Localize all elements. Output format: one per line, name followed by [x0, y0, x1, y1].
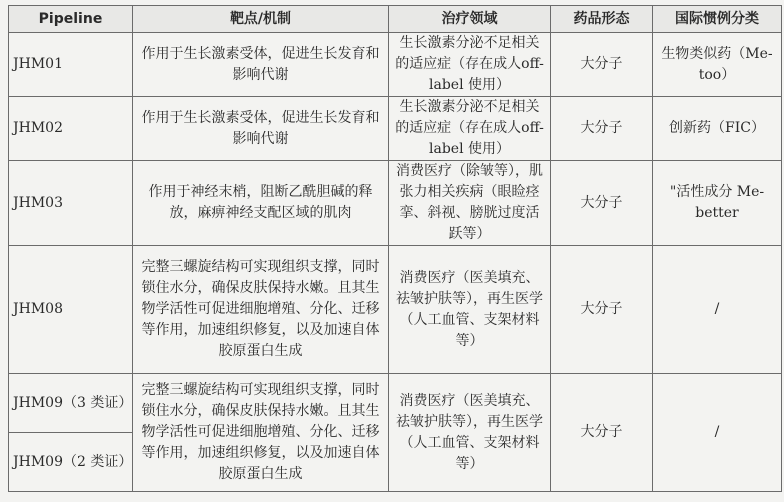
- table-row: [9, 246, 782, 374]
- cell-area: 消费医疗（除皱等），肌张力相关疾病（眼睑痉挛、斜视、膀胱过度活跃等）: [389, 161, 551, 246]
- cell-target: 作用于生长激素受体，促进生长发育和影响代谢: [133, 97, 389, 161]
- cell-pipeline: JHM01: [9, 33, 133, 97]
- cell-classification: "活性成分 Me-better: [653, 161, 782, 246]
- cell-form: 大分子: [551, 33, 653, 97]
- cell-pipeline: JHM03: [9, 161, 133, 246]
- table-row: [9, 161, 782, 246]
- header-area: 治疗领域: [389, 6, 551, 33]
- cell-form: 大分子: [551, 97, 653, 161]
- table-row: [9, 97, 782, 161]
- cell-pipeline: JHM09（2 类证）: [9, 433, 133, 492]
- cell-target: 作用于神经末梢，阻断乙酰胆碱的释放，麻痹神经支配区域的肌肉: [133, 161, 389, 246]
- pipeline-table: [8, 5, 782, 492]
- cell-form: 大分子: [551, 246, 653, 374]
- header-form: 药品形态: [551, 6, 653, 33]
- cell-classification: /: [653, 246, 782, 374]
- cell-target: 作用于生长激素受体，促进生长发育和影响代谢: [133, 33, 389, 97]
- cell-pipeline: JHM08: [9, 246, 133, 374]
- cell-area: 消费医疗（医美填充、祛皱护肤等），再生医学（人工血管、支架材料等）: [389, 374, 551, 492]
- cell-target: 完整三螺旋结构可实现组织支撑，同时锁住水分，确保皮肤保持水嫩。且其生物学活性可促进细胞增殖、分化、迁移等作用，加速组织修复，以及加速自体胶原蛋白生成: [133, 374, 389, 492]
- table-header-row: [9, 6, 782, 33]
- cell-form: 大分子: [551, 374, 653, 492]
- cell-pipeline: JHM09（3 类证）: [9, 374, 133, 433]
- header-pipeline: Pipeline: [9, 6, 133, 33]
- cell-classification: 生物类似药（Me-too）: [653, 33, 782, 97]
- cell-area: 生长激素分泌不足相关的适应症（存在成人off-label 使用）: [389, 33, 551, 97]
- cell-target: 完整三螺旋结构可实现组织支撑，同时锁住水分，确保皮肤保持水嫩。且其生物学活性可促进细胞增殖、分化、迁移等作用，加速组织修复，以及加速自体胶原蛋白生成: [133, 246, 389, 374]
- cell-area: 生长激素分泌不足相关的适应症（存在成人off-label 使用）: [389, 97, 551, 161]
- table-row: [9, 33, 782, 97]
- cell-classification: 创新药（FIC）: [653, 97, 782, 161]
- cell-classification: /: [653, 374, 782, 492]
- cell-form: 大分子: [551, 161, 653, 246]
- table-row: [9, 374, 782, 433]
- header-classification: 国际惯例分类: [653, 6, 782, 33]
- header-target: 靶点/机制: [133, 6, 389, 33]
- cell-area: 消费医疗（医美填充、祛皱护肤等），再生医学（人工血管、支架材料等）: [389, 246, 551, 374]
- cell-pipeline: JHM02: [9, 97, 133, 161]
